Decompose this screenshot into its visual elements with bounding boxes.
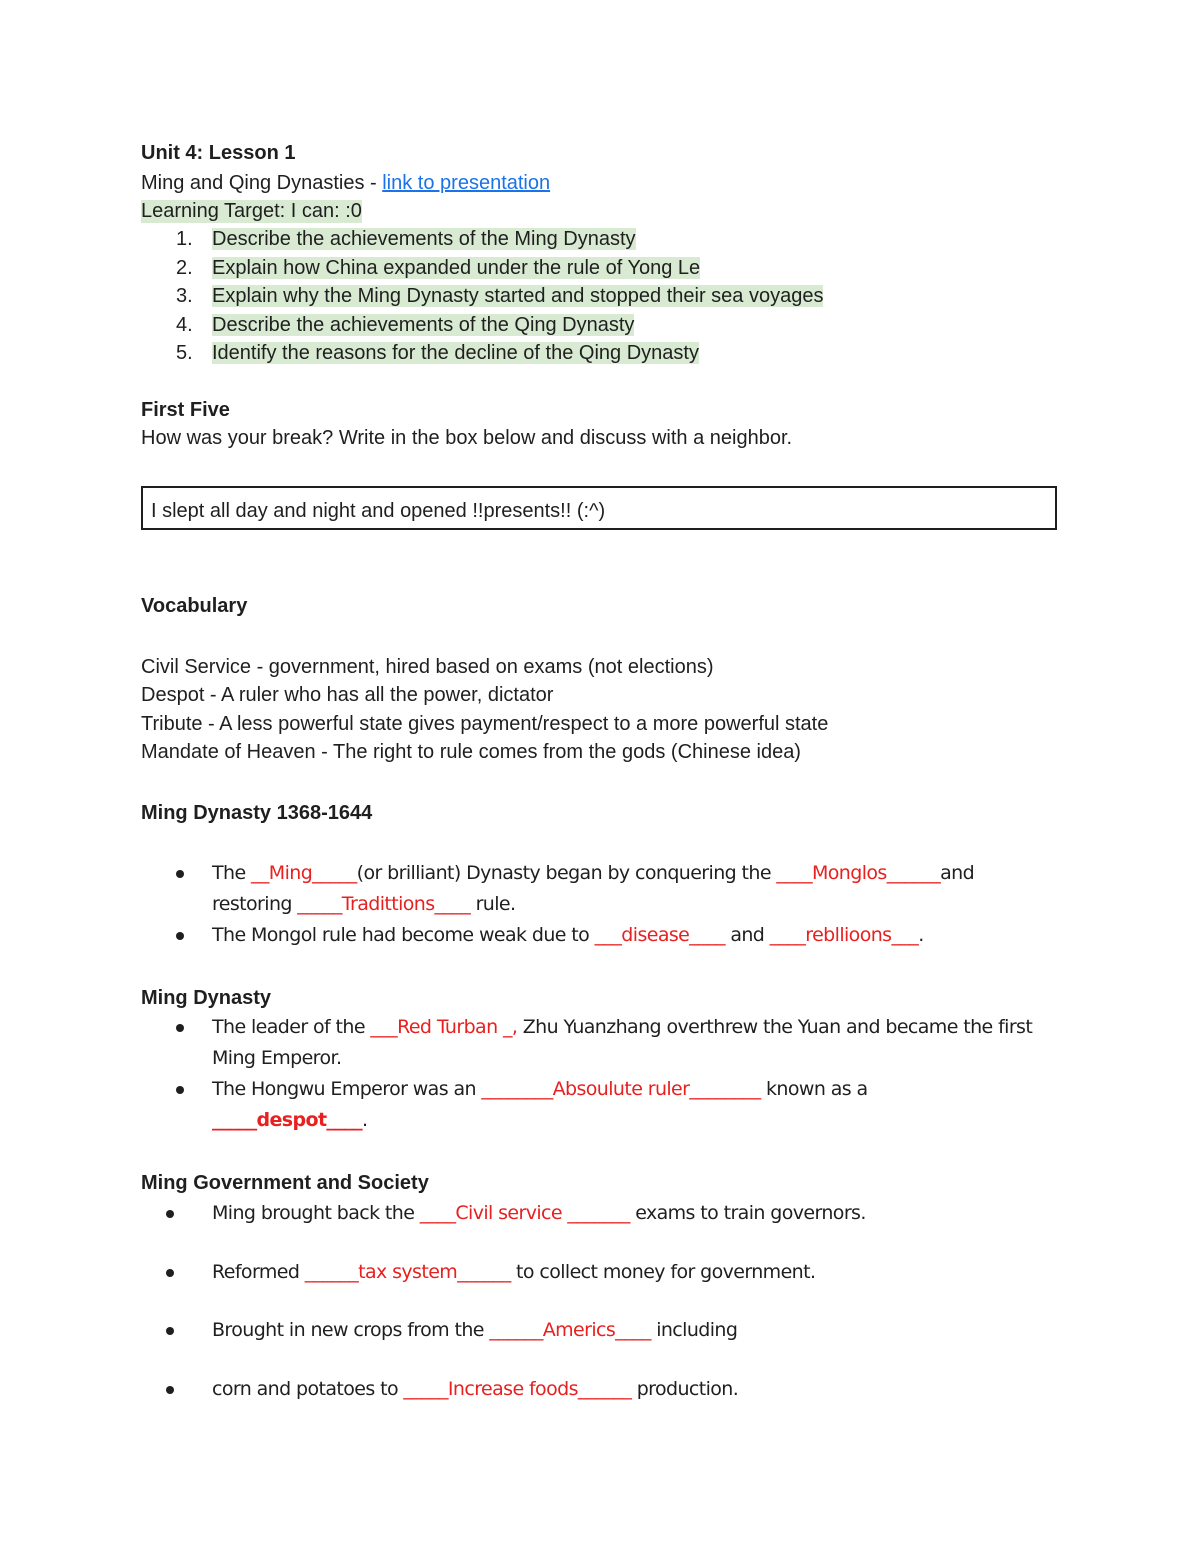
- line-text: known as a: [760, 1078, 868, 1100]
- answer-blank: ____Civil service _______: [419, 1202, 630, 1224]
- target-item: [176, 342, 699, 365]
- line-text: The Hongwu Emperor was an: [212, 1078, 482, 1100]
- line-text: The: [212, 862, 251, 884]
- answer-blank: ______Americs____: [489, 1319, 651, 1341]
- answer-blank: _____Increase foods______: [403, 1378, 632, 1400]
- line-text: restoring: [212, 893, 298, 915]
- target-number: 1.: [176, 228, 193, 250]
- first-five-prompt: How was your break? Write in the box below and discuss with a neighbor.: [141, 427, 793, 449]
- bullet-icon: [166, 1327, 174, 1335]
- target-text: Explain how China expanded under the rule of Yong Le: [212, 257, 701, 279]
- line-text: including: [650, 1319, 738, 1341]
- answer-blank: ___disease____: [594, 924, 725, 946]
- fill-blank-line: [212, 1109, 368, 1131]
- line-text: The Mongol rule had become weak due to: [212, 924, 595, 946]
- fill-blank-line: [212, 1378, 738, 1400]
- line-text: rule.: [470, 893, 516, 915]
- line-text: to collect money for government.: [510, 1261, 816, 1283]
- fill-blank-line: [212, 1261, 815, 1283]
- line-text: Zhu Yuanzhang overthrew the Yuan and became the first: [517, 1016, 1033, 1038]
- answer-blank: __Ming_____: [250, 862, 357, 884]
- line-text: and: [940, 862, 975, 884]
- target-number: 4.: [176, 314, 193, 336]
- presentation-link[interactable]: link to presentation: [382, 172, 551, 194]
- target-number: 2.: [176, 257, 193, 279]
- section-heading: Ming Dynasty: [141, 987, 272, 1009]
- answer-blank: _____Tradittions____: [297, 893, 471, 915]
- line-text: exams to train governors.: [629, 1202, 866, 1224]
- answer-blank: ____rebllioons___: [769, 924, 919, 946]
- line-text: Reformed: [212, 1261, 305, 1283]
- section-heading: Ming Dynasty 1368-1644: [141, 802, 373, 824]
- section-heading: Ming Government and Society: [141, 1172, 429, 1194]
- vocab-item: Mandate of Heaven - The right to rule comes from the gods (Chinese idea): [141, 741, 801, 763]
- target-text: Describe the achievements of the Ming Dynasty: [212, 228, 636, 250]
- bullet-icon: [166, 1210, 174, 1218]
- fill-blank-line: [212, 862, 974, 884]
- bullet-icon: [176, 870, 184, 878]
- fill-blank-line: [212, 1319, 737, 1341]
- bullet-icon: [166, 1386, 174, 1394]
- target-text: Describe the achievements of the Qing Dynasty: [212, 314, 635, 336]
- answer-box[interactable]: [141, 486, 1057, 530]
- subtitle-text: Ming and Qing Dynasties -: [141, 172, 383, 194]
- fill-blank-line: [212, 893, 515, 915]
- line-text: corn and potatoes to: [212, 1378, 404, 1400]
- vocab-item: Civil Service - government, hired based on exams (not elections): [141, 656, 714, 678]
- answer-blank: ________Absoulute ruler________: [481, 1078, 761, 1100]
- target-item: [176, 285, 823, 308]
- vocabulary-heading: Vocabulary: [141, 595, 248, 617]
- line-text: production.: [631, 1378, 739, 1400]
- line-text: .: [918, 924, 924, 946]
- target-item: [176, 314, 634, 337]
- vocab-item: Tribute - A less powerful state gives payment/respect to a more powerful state: [141, 713, 829, 735]
- answer-text[interactable]: I slept all day and night and opened !!presents!! (:^): [151, 500, 606, 522]
- fill-blank-line: [212, 1202, 866, 1224]
- target-item: [176, 228, 636, 251]
- line-text: and: [724, 924, 770, 946]
- target-number: 3.: [176, 285, 193, 307]
- page-title: Unit 4: Lesson 1: [141, 142, 296, 164]
- answer-blank: ____Monglos______: [776, 862, 941, 884]
- bullet-icon: [176, 1086, 184, 1094]
- first-five-heading: First Five: [141, 399, 230, 421]
- bullet-icon: [176, 1024, 184, 1032]
- subtitle: [141, 172, 550, 195]
- target-number: 5.: [176, 342, 193, 364]
- target-item: [176, 257, 700, 280]
- target-text: Explain why the Ming Dynasty started and stopped their sea voyages: [212, 285, 824, 307]
- bullet-icon: [166, 1269, 174, 1277]
- line-text: The leader of the: [212, 1016, 371, 1038]
- line-text: Brought in new crops from the: [212, 1319, 490, 1341]
- target-text: Identify the reasons for the decline of the Qing Dynasty: [212, 342, 699, 364]
- answer-blank: _____despot____: [212, 1109, 363, 1131]
- answer-blank: ___Red Turban _,: [370, 1016, 518, 1038]
- answer-blank: ______tax system______: [304, 1261, 511, 1283]
- fill-blank-line: Ming Emperor.: [212, 1047, 342, 1069]
- fill-blank-line: [212, 924, 924, 946]
- line-text: (or brilliant) Dynasty began by conquering the: [356, 862, 777, 884]
- bullet-icon: [176, 932, 184, 940]
- fill-blank-line: [212, 1078, 868, 1100]
- line-text: Ming brought back the: [212, 1202, 420, 1224]
- line-text: .: [362, 1109, 368, 1131]
- vocab-item: Despot - A ruler who has all the power, dictator: [141, 684, 554, 706]
- fill-blank-line: [212, 1016, 1032, 1038]
- learning-target: Learning Target: I can: :0: [141, 200, 362, 222]
